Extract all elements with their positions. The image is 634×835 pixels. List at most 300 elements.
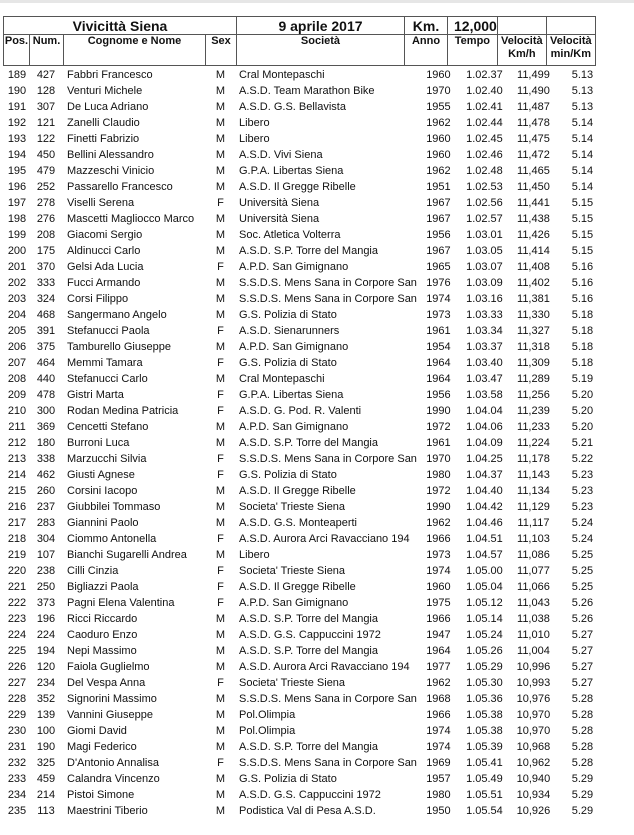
row-sex: F bbox=[217, 197, 224, 209]
row-birth-year: 1960 bbox=[426, 581, 451, 593]
row-position: 192 bbox=[7, 117, 27, 129]
col-header-num: Num. bbox=[30, 35, 64, 66]
row-time: 1.04.09 bbox=[466, 437, 503, 449]
row-pace-minkm: 5.19 bbox=[571, 373, 594, 385]
row-position: 202 bbox=[7, 277, 27, 289]
row-position: 204 bbox=[7, 309, 27, 321]
row-pace-minkm: 5.16 bbox=[571, 277, 594, 289]
row-sex: M bbox=[215, 421, 226, 433]
row-club: G.S. Polizia di Stato bbox=[239, 773, 337, 785]
row-athlete-name: Nepi Massimo bbox=[67, 645, 137, 657]
row-position: 225 bbox=[7, 645, 27, 657]
row-speed-kmh: 11,402 bbox=[517, 277, 550, 289]
row-position: 216 bbox=[7, 501, 27, 513]
row-athlete-name: Rodan Medina Patricia bbox=[67, 405, 179, 417]
row-birth-year: 1973 bbox=[426, 309, 451, 321]
table-row bbox=[3, 115, 607, 131]
row-bib-number: 464 bbox=[36, 357, 56, 369]
col-header-sex: Sex bbox=[206, 35, 237, 66]
row-club: A.S.D. G.S. Monteaperti bbox=[239, 517, 357, 529]
table-row bbox=[3, 387, 607, 403]
row-club: A.S.D. S.P. Torre del Mangia bbox=[239, 741, 378, 753]
row-sex: M bbox=[215, 741, 226, 753]
row-time: 1.03.09 bbox=[466, 277, 503, 289]
row-sex: M bbox=[215, 693, 226, 705]
table-row bbox=[3, 275, 607, 291]
row-bib-number: 121 bbox=[36, 117, 56, 129]
row-bib-number: 338 bbox=[36, 453, 56, 465]
table-row bbox=[3, 211, 607, 227]
row-sex: F bbox=[217, 757, 224, 769]
col-header-name: Cognome e Nome bbox=[64, 35, 206, 66]
row-athlete-name: Bianchi Sugarelli Andrea bbox=[67, 549, 187, 561]
row-athlete-name: Bigliazzi Paola bbox=[67, 581, 139, 593]
row-club: A.P.D. San Gimignano bbox=[239, 341, 349, 353]
row-position: 207 bbox=[7, 357, 27, 369]
row-athlete-name: Pagni Elena Valentina bbox=[67, 597, 175, 609]
row-time: 1.02.46 bbox=[466, 149, 503, 161]
row-birth-year: 1947 bbox=[426, 629, 451, 641]
row-sex: F bbox=[217, 261, 224, 273]
row-speed-kmh: 10,962 bbox=[516, 757, 551, 769]
row-speed-kmh: 11,465 bbox=[517, 165, 550, 177]
row-sex: M bbox=[215, 789, 226, 801]
row-pace-minkm: 5.13 bbox=[571, 101, 594, 113]
row-birth-year: 1962 bbox=[426, 677, 451, 689]
row-athlete-name: Faiola Guglielmo bbox=[67, 661, 150, 673]
row-speed-kmh: 10,970 bbox=[516, 709, 551, 721]
table-row bbox=[3, 675, 607, 691]
row-athlete-name: Giusti Agnese bbox=[67, 469, 135, 481]
row-sex: M bbox=[215, 149, 226, 161]
row-position: 230 bbox=[7, 725, 27, 737]
row-athlete-name: Magi Federico bbox=[67, 741, 137, 753]
row-time: 1.05.41 bbox=[466, 757, 503, 769]
table-row bbox=[3, 691, 607, 707]
row-position: 189 bbox=[7, 69, 27, 81]
row-position: 213 bbox=[7, 453, 27, 465]
row-sex: M bbox=[215, 133, 226, 145]
row-pace-minkm: 5.14 bbox=[571, 133, 594, 145]
row-speed-kmh: 10,940 bbox=[516, 773, 551, 785]
row-club: A.S.D. S.P. Torre del Mangia bbox=[239, 437, 378, 449]
row-pace-minkm: 5.23 bbox=[571, 469, 594, 481]
row-time: 1.05.30 bbox=[466, 677, 503, 689]
row-bib-number: 194 bbox=[36, 645, 56, 657]
row-birth-year: 1970 bbox=[426, 85, 451, 97]
row-speed-kmh: 11,426 bbox=[517, 229, 550, 241]
table-row bbox=[3, 403, 607, 419]
row-pace-minkm: 5.26 bbox=[571, 597, 594, 609]
row-speed-kmh: 11,289 bbox=[517, 373, 550, 385]
row-time: 1.02.57 bbox=[466, 213, 503, 225]
row-pace-minkm: 5.28 bbox=[571, 757, 594, 769]
row-bib-number: 369 bbox=[36, 421, 56, 433]
row-bib-number: 278 bbox=[36, 197, 56, 209]
row-time: 1.02.37 bbox=[466, 69, 503, 81]
row-sex: M bbox=[215, 613, 226, 625]
row-bib-number: 208 bbox=[36, 229, 56, 241]
row-speed-kmh: 11,414 bbox=[517, 245, 550, 257]
row-time: 1.05.49 bbox=[466, 773, 503, 785]
row-pace-minkm: 5.27 bbox=[571, 661, 594, 673]
row-club: Libero bbox=[239, 117, 270, 129]
row-time: 1.05.29 bbox=[466, 661, 503, 673]
row-athlete-name: Signorini Massimo bbox=[67, 693, 157, 705]
results-header bbox=[3, 16, 596, 66]
row-sex: M bbox=[215, 645, 226, 657]
row-speed-kmh: 11,475 bbox=[517, 133, 550, 145]
row-athlete-name: Corsi Filippo bbox=[67, 293, 129, 305]
row-bib-number: 304 bbox=[36, 533, 56, 545]
row-club: S.S.D.S. Mens Sana in Corpore San bbox=[239, 693, 417, 705]
row-birth-year: 1990 bbox=[426, 501, 451, 513]
table-row bbox=[3, 67, 607, 83]
row-bib-number: 352 bbox=[36, 693, 56, 705]
col-header-pos: Pos. bbox=[4, 35, 30, 66]
row-pace-minkm: 5.24 bbox=[571, 517, 594, 529]
row-birth-year: 1951 bbox=[426, 181, 451, 193]
row-position: 214 bbox=[7, 469, 27, 481]
row-time: 1.02.48 bbox=[466, 165, 503, 177]
row-club: A.S.D. Aurora Arci Ravacciano 194 bbox=[239, 533, 410, 545]
row-speed-kmh: 11,450 bbox=[517, 181, 550, 193]
row-bib-number: 375 bbox=[36, 341, 56, 353]
row-club: S.S.D.S. Mens Sana in Corpore San bbox=[239, 293, 417, 305]
table-row bbox=[3, 755, 607, 771]
table-row bbox=[3, 131, 607, 147]
row-athlete-name: Bellini Alessandro bbox=[67, 149, 154, 161]
row-time: 1.05.51 bbox=[466, 789, 503, 801]
row-time: 1.03.58 bbox=[466, 389, 503, 401]
row-birth-year: 1990 bbox=[426, 405, 451, 417]
row-pace-minkm: 5.14 bbox=[571, 117, 594, 129]
row-speed-kmh: 11,043 bbox=[517, 597, 550, 609]
row-bib-number: 468 bbox=[36, 309, 56, 321]
row-pace-minkm: 5.27 bbox=[571, 645, 594, 657]
row-club: Soc. Atletica Volterra bbox=[239, 229, 341, 241]
row-birth-year: 1980 bbox=[426, 469, 451, 481]
row-position: 198 bbox=[7, 213, 27, 225]
row-athlete-name: Tamburello Giuseppe bbox=[67, 341, 171, 353]
row-position: 201 bbox=[7, 261, 27, 273]
row-position: 224 bbox=[7, 629, 27, 641]
row-bib-number: 478 bbox=[36, 389, 56, 401]
row-pace-minkm: 5.25 bbox=[571, 565, 594, 577]
row-pace-minkm: 5.16 bbox=[571, 293, 594, 305]
row-speed-kmh: 11,077 bbox=[517, 565, 550, 577]
row-pace-minkm: 5.24 bbox=[571, 533, 594, 545]
row-athlete-name: Giacomi Sergio bbox=[67, 229, 143, 241]
row-time: 1.02.53 bbox=[466, 181, 503, 193]
row-club: Societa' Trieste Siena bbox=[239, 501, 346, 513]
row-time: 1.05.36 bbox=[466, 693, 503, 705]
col-header-time: Tempo bbox=[448, 35, 498, 66]
row-speed-kmh: 11,134 bbox=[517, 485, 550, 497]
row-pace-minkm: 5.20 bbox=[571, 421, 594, 433]
row-pace-minkm: 5.18 bbox=[571, 357, 594, 369]
page-top-border bbox=[0, 0, 634, 3]
row-time: 1.05.38 bbox=[466, 725, 503, 737]
row-birth-year: 1950 bbox=[426, 805, 451, 817]
row-time: 1.05.14 bbox=[466, 613, 503, 625]
row-time: 1.04.25 bbox=[466, 453, 503, 465]
row-position: 197 bbox=[7, 197, 27, 209]
row-bib-number: 459 bbox=[36, 773, 56, 785]
row-speed-kmh: 11,178 bbox=[517, 453, 550, 465]
table-row bbox=[3, 467, 607, 483]
row-time: 1.03.16 bbox=[466, 293, 503, 305]
row-position: 196 bbox=[7, 181, 27, 193]
row-bib-number: 440 bbox=[36, 373, 56, 385]
row-birth-year: 1967 bbox=[426, 245, 451, 257]
row-pace-minkm: 5.15 bbox=[571, 245, 594, 257]
row-birth-year: 1965 bbox=[426, 261, 451, 273]
row-position: 221 bbox=[7, 581, 27, 593]
table-row bbox=[3, 259, 607, 275]
row-sex: M bbox=[215, 277, 226, 289]
row-speed-kmh: 11,066 bbox=[517, 581, 550, 593]
table-row bbox=[3, 499, 607, 515]
row-birth-year: 1972 bbox=[426, 485, 451, 497]
row-birth-year: 1960 bbox=[426, 133, 451, 145]
row-sex: F bbox=[217, 453, 224, 465]
row-speed-kmh: 10,976 bbox=[516, 693, 551, 705]
row-club: A.P.D. San Gimignano bbox=[239, 597, 349, 609]
row-pace-minkm: 5.29 bbox=[571, 805, 594, 817]
row-birth-year: 1954 bbox=[426, 341, 451, 353]
row-birth-year: 1975 bbox=[426, 597, 451, 609]
row-speed-kmh: 11,239 bbox=[517, 405, 550, 417]
row-birth-year: 1960 bbox=[426, 149, 451, 161]
row-athlete-name: Venturi Michele bbox=[67, 85, 143, 97]
table-row bbox=[3, 771, 607, 787]
row-position: 217 bbox=[7, 517, 27, 529]
row-time: 1.02.44 bbox=[466, 117, 503, 129]
row-sex: M bbox=[215, 485, 226, 497]
row-club: A.S.D. G.S. Cappuccini 1972 bbox=[239, 629, 381, 641]
row-athlete-name: Passarello Francesco bbox=[67, 181, 173, 193]
table-row bbox=[3, 707, 607, 723]
row-pace-minkm: 5.22 bbox=[571, 453, 594, 465]
row-pace-minkm: 5.26 bbox=[571, 613, 594, 625]
row-time: 1.02.40 bbox=[466, 85, 503, 97]
row-club: S.S.D.S. Mens Sana in Corpore San bbox=[239, 453, 417, 465]
row-club: Cral Montepaschi bbox=[239, 69, 325, 81]
distance-label: Km. bbox=[405, 17, 448, 35]
row-position: 234 bbox=[7, 789, 27, 801]
table-row bbox=[3, 195, 607, 211]
table-row bbox=[3, 419, 607, 435]
row-club: G.P.A. Libertas Siena bbox=[239, 165, 344, 177]
row-position: 226 bbox=[7, 661, 27, 673]
row-speed-kmh: 11,330 bbox=[517, 309, 550, 321]
row-pace-minkm: 5.14 bbox=[571, 181, 594, 193]
row-pace-minkm: 5.13 bbox=[571, 69, 594, 81]
row-sex: M bbox=[215, 549, 226, 561]
row-bib-number: 237 bbox=[36, 501, 56, 513]
row-bib-number: 260 bbox=[36, 485, 56, 497]
row-club: G.S. Polizia di Stato bbox=[239, 469, 337, 481]
row-bib-number: 373 bbox=[36, 597, 56, 609]
row-speed-kmh: 11,487 bbox=[517, 101, 550, 113]
row-speed-kmh: 11,490 bbox=[517, 85, 550, 97]
row-bib-number: 252 bbox=[36, 181, 56, 193]
row-club: A.S.D. Sienarunners bbox=[239, 325, 340, 337]
row-bib-number: 113 bbox=[37, 805, 55, 817]
row-bib-number: 370 bbox=[36, 261, 56, 273]
table-row bbox=[3, 179, 607, 195]
row-birth-year: 1961 bbox=[426, 437, 451, 449]
row-club: Societa' Trieste Siena bbox=[239, 565, 346, 577]
row-time: 1.03.37 bbox=[466, 341, 503, 353]
row-position: 211 bbox=[8, 421, 26, 433]
row-bib-number: 100 bbox=[36, 725, 56, 737]
row-athlete-name: Gistri Marta bbox=[67, 389, 124, 401]
row-speed-kmh: 11,086 bbox=[517, 549, 550, 561]
row-athlete-name: Gelsi Ada Lucia bbox=[67, 261, 144, 273]
row-club: Libero bbox=[239, 133, 270, 145]
table-row bbox=[3, 435, 607, 451]
row-bib-number: 462 bbox=[36, 469, 56, 481]
row-speed-kmh: 11,438 bbox=[517, 213, 550, 225]
row-birth-year: 1956 bbox=[426, 229, 451, 241]
row-athlete-name: Finetti Fabrizio bbox=[67, 133, 140, 145]
row-speed-kmh: 10,993 bbox=[516, 677, 551, 689]
row-sex: M bbox=[215, 517, 226, 529]
row-sex: F bbox=[217, 469, 224, 481]
row-bib-number: 190 bbox=[36, 741, 56, 753]
row-bib-number: 450 bbox=[36, 149, 56, 161]
row-birth-year: 1966 bbox=[426, 533, 451, 545]
row-sex: M bbox=[215, 181, 226, 193]
table-row bbox=[3, 787, 607, 803]
row-athlete-name: Fucci Armando bbox=[67, 277, 141, 289]
row-birth-year: 1970 bbox=[426, 453, 451, 465]
row-club: A.P.D. San Gimignano bbox=[239, 261, 349, 273]
row-position: 235 bbox=[7, 805, 27, 817]
row-position: 205 bbox=[7, 325, 27, 337]
row-time: 1.05.54 bbox=[466, 805, 503, 817]
results-table bbox=[3, 67, 607, 819]
row-position: 200 bbox=[7, 245, 27, 257]
event-date: 9 aprile 2017 bbox=[237, 17, 405, 35]
row-club: A.S.D. S.P. Torre del Mangia bbox=[239, 245, 378, 257]
table-row bbox=[3, 99, 607, 115]
row-bib-number: 283 bbox=[36, 517, 56, 529]
row-position: 193 bbox=[7, 133, 27, 145]
row-club: G.P.A. Libertas Siena bbox=[239, 389, 344, 401]
row-pace-minkm: 5.15 bbox=[571, 197, 594, 209]
row-pace-minkm: 5.20 bbox=[571, 389, 594, 401]
row-birth-year: 1956 bbox=[426, 389, 451, 401]
table-row bbox=[3, 803, 607, 819]
row-birth-year: 1976 bbox=[426, 277, 451, 289]
row-position: 210 bbox=[7, 405, 27, 417]
row-time: 1.03.47 bbox=[466, 373, 503, 385]
row-athlete-name: Burroni Luca bbox=[67, 437, 130, 449]
row-bib-number: 139 bbox=[36, 709, 56, 721]
row-time: 1.05.24 bbox=[466, 629, 503, 641]
row-athlete-name: Maestrini Tiberio bbox=[67, 805, 148, 817]
row-club: Pol.Olimpia bbox=[239, 709, 296, 721]
table-row bbox=[3, 659, 607, 675]
table-row bbox=[3, 563, 607, 579]
table-row bbox=[3, 323, 607, 339]
event-title: Vivicittà Siena bbox=[4, 17, 237, 35]
table-row bbox=[3, 547, 607, 563]
row-time: 1.05.00 bbox=[466, 565, 503, 577]
row-time: 1.05.12 bbox=[466, 597, 503, 609]
row-position: 203 bbox=[7, 293, 27, 305]
row-position: 223 bbox=[7, 613, 27, 625]
row-athlete-name: Viselli Serena bbox=[67, 197, 135, 209]
row-position: 215 bbox=[7, 485, 27, 497]
row-speed-kmh: 11,004 bbox=[517, 645, 550, 657]
row-pace-minkm: 5.14 bbox=[571, 165, 594, 177]
row-pace-minkm: 5.27 bbox=[571, 629, 594, 641]
row-time: 1.04.51 bbox=[466, 533, 503, 545]
row-sex: M bbox=[215, 165, 226, 177]
row-speed-kmh: 11,441 bbox=[517, 197, 550, 209]
row-birth-year: 1974 bbox=[426, 725, 451, 737]
row-sex: F bbox=[217, 533, 224, 545]
row-position: 232 bbox=[7, 757, 27, 769]
row-bib-number: 128 bbox=[36, 85, 56, 97]
row-speed-kmh: 11,103 bbox=[517, 533, 550, 545]
table-row bbox=[3, 451, 607, 467]
row-bib-number: 214 bbox=[36, 789, 56, 801]
row-club: S.S.D.S. Mens Sana in Corpore San bbox=[239, 757, 417, 769]
row-club: A.S.D. Il Gregge Ribelle bbox=[239, 485, 356, 497]
row-club: A.S.D. Vivi Siena bbox=[239, 149, 323, 161]
table-row bbox=[3, 355, 607, 371]
row-club: A.P.D. San Gimignano bbox=[239, 421, 349, 433]
row-speed-kmh: 11,143 bbox=[517, 469, 550, 481]
row-sex: M bbox=[215, 309, 226, 321]
row-pace-minkm: 5.16 bbox=[571, 261, 594, 273]
row-sex: M bbox=[215, 341, 226, 353]
row-club: Pol.Olimpia bbox=[239, 725, 296, 737]
row-pace-minkm: 5.23 bbox=[571, 501, 594, 513]
row-club: Cral Montepaschi bbox=[239, 373, 325, 385]
row-sex: F bbox=[217, 677, 224, 689]
row-athlete-name: Stefanucci Carlo bbox=[67, 373, 148, 385]
row-speed-kmh: 11,309 bbox=[517, 357, 550, 369]
row-speed-kmh: 11,224 bbox=[517, 437, 550, 449]
row-birth-year: 1967 bbox=[426, 213, 451, 225]
row-sex: M bbox=[215, 69, 226, 81]
row-club: S.S.D.S. Mens Sana in Corpore San bbox=[239, 277, 417, 289]
row-position: 208 bbox=[7, 373, 27, 385]
row-time: 1.05.39 bbox=[466, 741, 503, 753]
row-speed-kmh: 10,926 bbox=[516, 805, 551, 817]
row-sex: M bbox=[215, 117, 226, 129]
row-athlete-name: De Luca Adriano bbox=[67, 101, 149, 113]
row-pace-minkm: 5.25 bbox=[571, 581, 594, 593]
row-pace-minkm: 5.18 bbox=[571, 341, 594, 353]
row-sex: M bbox=[215, 213, 226, 225]
row-bib-number: 300 bbox=[36, 405, 56, 417]
row-athlete-name: Mascetti Magliocco Marco bbox=[67, 213, 195, 225]
row-position: 190 bbox=[7, 85, 27, 97]
row-time: 1.04.04 bbox=[466, 405, 503, 417]
table-row bbox=[3, 611, 607, 627]
row-time: 1.04.57 bbox=[466, 549, 503, 561]
row-pace-minkm: 5.28 bbox=[571, 741, 594, 753]
row-position: 233 bbox=[7, 773, 27, 785]
row-club: G.S. Polizia di Stato bbox=[239, 357, 337, 369]
